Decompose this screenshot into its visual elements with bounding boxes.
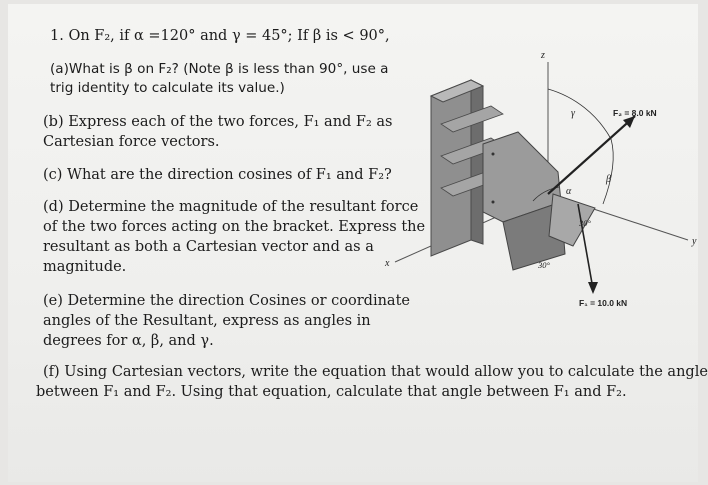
angle-30-lower: 30° bbox=[538, 260, 550, 270]
worksheet bbox=[8, 4, 708, 482]
f1-label: F₁ = 10.0 kN bbox=[579, 298, 628, 308]
part-f-line-2: between F₁ and F₂. Using that equation, calculate that angle between F₁ and F₂. bbox=[36, 384, 627, 400]
part-a-line-1: (a)What is β on F₂? (Note β is less than 90°, use a bbox=[50, 61, 389, 77]
part-e-line-3: degrees for α, β, and γ. bbox=[43, 333, 214, 349]
f2-force-arrow bbox=[548, 116, 635, 194]
y-axis-label: y bbox=[692, 236, 697, 247]
part-e-line-1: (e) Determine the direction Cosines or coordinate bbox=[43, 293, 410, 309]
beta-arc bbox=[603, 139, 613, 204]
part-b-line-1: (b) Express each of the two forces, F₁ and F₂ as bbox=[43, 114, 393, 130]
part-d-line-3: resultant as both a Cartesian vector and as a bbox=[43, 239, 374, 255]
angle-30-upper: 30° bbox=[579, 218, 591, 228]
gamma-label: γ bbox=[571, 108, 575, 119]
part-a-line-2: trig identity to calculate its value.) bbox=[50, 80, 285, 96]
part-f-line-1: (f) Using Cartesian vectors, write the equation that would allow you to calculate the angle bbox=[43, 364, 708, 380]
part-d-line-4: magnitude. bbox=[43, 259, 127, 275]
gamma-arc bbox=[548, 89, 611, 139]
part-d-line-1: (d) Determine the magnitude of the resultant force bbox=[43, 199, 419, 215]
z-axis-label: z bbox=[541, 50, 545, 61]
f2-label: F₂ = 8.0 kN bbox=[613, 108, 657, 118]
beta-label: β bbox=[606, 174, 611, 185]
x-axis-label: x bbox=[385, 258, 390, 269]
part-d-line-2: of the two forces acting on the bracket. Express the bbox=[43, 219, 426, 235]
alpha-label: α bbox=[566, 186, 572, 197]
part-e-line-2: angles of the Resultant, express as angles in bbox=[43, 313, 371, 329]
part-b-line-2: Cartesian force vectors. bbox=[43, 134, 220, 150]
bracket-plate bbox=[483, 132, 595, 270]
bracket-force-diagram bbox=[373, 44, 697, 314]
problem-intro: 1. On F₂, if α =120° and γ = 45°; If β is < 90°, bbox=[50, 28, 390, 44]
part-c-line-1: (c) What are the direction cosines of F₁ and F₂? bbox=[43, 167, 392, 183]
